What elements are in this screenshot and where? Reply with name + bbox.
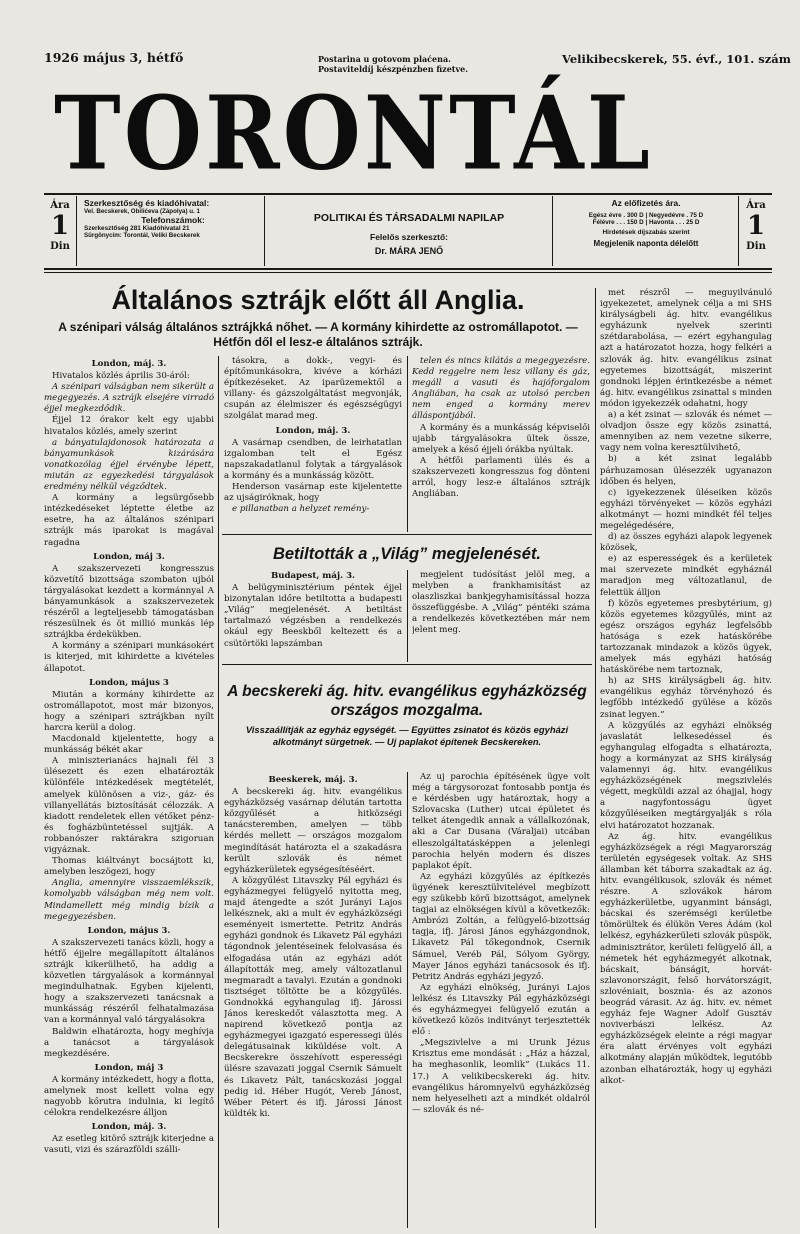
office-label: Szerkesztőség és kiadóhivatal: <box>84 198 210 208</box>
dateline: London, máj 3 <box>94 1062 164 1073</box>
issue-date: 1926 május 3, hétfő <box>44 50 184 65</box>
column-divider <box>407 356 408 532</box>
paragraph: A kormány a szénipari munkásokért is kiterjed, mit kihirdette a kivételes állapotot. <box>44 641 214 674</box>
dateline: London, máj. 3. <box>91 1122 167 1133</box>
paragraph: Éjjel 12 órakor kelt egy ujabbi hivatalos közlés, amely szerint <box>44 415 214 437</box>
column-divider <box>595 288 596 1228</box>
price-amount: 1 <box>50 211 70 241</box>
paragraph: tásokra, a dokk-, vegyi- és építőmunkásokra, kivéve a kórházi építkezéseket. Az iparüzemektől a villany- és gázszolgáltatást megvonják, csupán az élelmiszer és egészségügyi szolgálat marad meg. <box>224 356 402 422</box>
paragraph: Az esetleg kitörő sztrájk kiterjedne a vasuti, vizi és szárazföldi szálli- <box>44 1134 214 1156</box>
paragraph: A közgyűlést Litavszky Pál egyházi és egyházmegyei felügyelő nyitotta meg, majd átengedte a szót Jurányi Lajos lelkésznek, aki a mult év egyházközségi eseményeit ismertette. Petritz András egyházi gondnok és Likavetz Pál egyházi tágondnok jelentéseinek felolvasása és elfogadása után az egyházi adót állapították meg, amely változatlanul megmaradt a tavalyi. Ezután a gondnoki tisztséget töltötte be a közgyűlés. Gondnokká egyhangulag ifj. Járossi János kereskedőt választotta meg. A napirend következő pontja az egyházmegyei igazgató esperessegi ülés delegátusainak kiküldése volt. A Becskerekre összehívott esperességi ülésre szavazati joggal Csernik Sámuelt és Likavetz Pált, tanácskozási joggal pedig id. Héber Hugót, Vereb Jánost, Wéber Pétert és ifj. Járossi Jánost küldték ki. <box>224 875 402 1119</box>
subscription-line1: Egész évre . 300 D | Negyedévre . 75 D <box>588 212 704 219</box>
article3-column1 <box>224 772 402 1228</box>
paragraph: e) az esperességek és a kerületek mai szervezete mindkét egyháznál maradjon meg változatlanul, de felettük álljon <box>600 554 772 598</box>
paragraph: c) igyekezzenek üléseiken közös egyházi törvényeket — közös egyházi alkotmányt — hozni mindkét fél teljes megelégedésére, <box>600 487 772 531</box>
paragraph: met részről — meguyilvánuló igyekezetet, amelynek célja a mi SHS királyságbeli ág. hitv. evangélikus egyházunk nyelvek szerinti szétdarabolása, — ezért egyhangulag azt a határozatot hozza, hogy felkéri a szlovák ág. hitv. evangélikus zsinat egyetemes bizottságát, miszerint gondnoki lépjen érintkezésbe a német ág. hitv. evangélikus zsinattal s minden módon igyekezzék odahatni, hogy <box>600 288 772 409</box>
masthead-divider <box>264 196 265 266</box>
masthead-bottom-rule <box>44 268 772 270</box>
article1-column2 <box>224 356 402 532</box>
price-label: Ára <box>746 200 766 211</box>
dateline: Budapest, máj. 3. <box>270 571 356 581</box>
dateline: Beeskerek, máj. 3. <box>268 775 358 785</box>
paragraph: A belügyminisztérium péntek éjjel bizonytalan időre betiltotta a budapesti „Világ” megjelenését. A betiltást tartalmazó végzésben a rendelkezés okául egy Beeskből keltezett és a csütörtöki lapszámban <box>224 583 402 649</box>
masthead-divider <box>552 196 553 266</box>
article3-subheadline: Visszaállítják az egyház egységét. — Együttes zsinatot és közös egyházi alkotmányt sürgetnek. — Uj paplakot építenek Becskereken. <box>245 724 569 747</box>
paragraph: e pillanatban a helyzet remény- <box>232 504 370 515</box>
article3-headline: A becskereki ág. hitv. evangélikus egyházközség országos mozgalma. <box>227 683 587 719</box>
dateline: London, május 3 <box>89 677 169 688</box>
paragraph: „Megszivlelve a mi Urunk Jézus Krisztus eme mondását : „Ház a házzal, ha meghasonlik, leomlik” (Lukács 11. 17.) A velikibecskereki ág. hitv. evangélikus háromnyelvü egyházközség nem helyeselheti azt a mindkét oldalról — szlovák és né- <box>412 1038 590 1115</box>
masthead-top-rule <box>44 193 772 195</box>
dateline: London, máj. 3. <box>91 359 167 369</box>
subtitle: POLITIKAI ÉS TÁRSADALMI NAPILAP <box>313 212 505 224</box>
section-rule <box>222 534 592 535</box>
paragraph: a) a két zsinat — szlovák és német — olvadjon össze egy közös zsinattá, amennyiben az nem vezetne sikerre, vagy nem volna keresztülvihető, <box>600 410 772 454</box>
paragraph: Henderson vasárnap este kijelentette az ujságiróknak, hogy <box>224 482 402 504</box>
paragraph: A becskereki ág. hitv. evangélikus egyházközség vasárnap délután tartotta közgyűlését a hitközségi tanácsteremben, amelyen — több kérdés mellett — országos mozgalom megindítását határozta el a szakadásra került szlovák és német egyházkerületek egységesítéséért. <box>224 787 402 875</box>
paragraph: Thomas kiáltványt bocsájtott ki, amelyben leszögezi, hogy <box>44 856 214 878</box>
paragraph: megjelent tudósítást jelöl meg, a melyben a frankhamisítást az olaszliszkai bankjegyhamisítással hozza összefüggésbe. A „Világ” péntéki száma a rendelkezés következtében már nem jelent meg. <box>412 570 590 636</box>
dateline: London, máj 3. <box>93 551 165 562</box>
paragraph: A hétfői parlamenti ülés és a szakszervezeti kongresszus fog dönteni arról, hogy lesz-e általános sztrájk Angliában. <box>412 455 590 500</box>
column-divider <box>407 772 408 1228</box>
ads-note: Hirdetések díjszabás szerint <box>602 229 690 236</box>
editorial-office-block <box>84 198 262 239</box>
editor-label: Felelős szerkesztő: <box>370 232 448 242</box>
paragraph: A kormány intézkedett, hogy a flotta, amelynek most kellett volna egy nagyobb kőrutra indulnia, ki legítő célokra rendelkezésre álljon <box>44 1074 214 1119</box>
subscription-block <box>558 198 734 248</box>
phone-label: Telefonszámok: <box>141 215 205 225</box>
subscription-line2: Félévre . . . 150 D | Havonta . . . 25 D <box>592 219 700 226</box>
appears-note: Megjelenik naponta délelőtt <box>593 239 699 248</box>
phone-numbers: Szerkesztőség 281 Kiadóhivatal 21 <box>84 225 190 232</box>
price-unit: Din <box>746 241 766 252</box>
paragraph: Hivatalos közlés április 30-áról: <box>52 371 190 382</box>
paragraph: A kormány és a munkásság képviselői ujabb tárgyalásokra ültek össze, amelyek a késő éjjeli órákba nyúltak. <box>412 422 590 455</box>
paragraph: telen és nincs kilátás a megegyezésre. Kedd reggelre nem lesz villany és gáz, megáll a vasuti és hajóforgalom Angliában, ha csak az utolsó percben nem enged a kormány merev álláspontjából. <box>412 356 590 422</box>
paragraph: A közgyűlés az egyházi elnökség javaslatát lelkesedéssel és egyhangulag elfogadta s elhatározta, hogy a kormányzat az SHS királyság valamennyi ág. hitv. evangélikus egyházközségének megszivlelés végett, megküldi azzal az óhajjal, hogy a nagyfontosságu ügyet közgyűléseiken megtárgyalják s róla elvi határozatot hozzanak. <box>600 720 772 831</box>
paragraph: a bányatulajdonosok határozata a bányamunkások kizárására vonatkozólag éjjel érvénybe lépett, miután az egyezkedési tárgyalások eredmény nélkül végződtek. <box>44 437 214 493</box>
paragraph: A szakszervezeti kongresszus közvetítő bizottsága szombaton ujból tárgyalásokat kezdett a kormánnyal A bányamunkások a szakszervezetek részéről a legteljesebb támogatásban részesülnek és öt millió munkás lép sztrájkba érdekükben. <box>44 563 214 641</box>
article3-continuation-column <box>600 288 772 1228</box>
article2-column1 <box>224 568 402 662</box>
column-divider <box>407 570 408 662</box>
article1-subheadline: A szénipari válság általános sztrájkká nőhet. — A kormány kihirdette az ostromállapotot. — Hétfőn dől el lesz-e általános sztrájk. <box>58 320 578 349</box>
section-rule <box>222 664 592 665</box>
paragraph: Az egyházi elnökség, Jurányi Lajos lelkész és Litavszky Pál egyházközségi és egyházmegyei felügyelő ezután a következő közös inditványt terjesztették elő : <box>412 982 590 1038</box>
dateline: London, máj. 3. <box>275 425 351 436</box>
paragraph: A kormány a legsürgősebb intézkedéseket léptette életbe az esetre, ha az általános szénipari sztrájk más iparokat is magával ragadna <box>44 493 214 548</box>
office-address: Vel. Becskerek, Obilićeva (Zápolya) u. 1 <box>84 208 200 215</box>
article1-column3 <box>412 356 590 532</box>
article2-column2 <box>412 570 590 662</box>
price-label: Ára <box>50 200 70 211</box>
price-box-left <box>44 196 77 266</box>
article2-headline: Betiltották a „Világ” megjelenését. <box>272 545 542 563</box>
postal-notice-line2: Postaviteldíj készpénzben fizetve. <box>318 64 469 74</box>
paragraph: d) az összes egyházi alapok legyenek közösek, <box>600 532 772 554</box>
column-divider <box>218 356 219 1228</box>
price-unit: Din <box>50 241 70 252</box>
article1-column1 <box>44 356 214 1228</box>
price-amount: 1 <box>746 211 766 241</box>
paragraph: b) a két zsinat legalább párhuzamosan ülésezzék ugyanazon időben és helyen, <box>600 454 772 487</box>
paragraph: Macdonald kijelentette, hogy a munkásság békét akar <box>44 734 214 756</box>
paragraph: A vasárnap csendben, de leirhatatlan izgalomban telt el Egész napszakadatlanul folytak a tárgyalások a kormány és a munkásság között. <box>224 437 402 481</box>
paragraph: Az egyházi közgyűlés az építkezés ügyének keresztülvitelével megbízott egy szükebb körű bizottságot, amelynek tagjai az elnökségen kívül a következők: Ambrózi Zoltán, a felügyelő-bizottság tagja, ifj. Járosi János egyházgondnok, Likavetz Pál tőkegondnok, Csernik Sámuel, Veréb Pál, Sólyom György, Mayer János egyházi tanácsosok és ifj. Petritz András egyházi jegyző. <box>412 871 590 982</box>
paragraph: h) az SHS királyságbeli ág. hitv. evangélikus egyház törvényhozó és legfőbb intézkedő gyülése a közös zsinat legyen.” <box>600 676 772 720</box>
postal-notice-line1: Postarina u gotovom plaćena. <box>318 54 451 64</box>
paragraph: A szénipari válságban nem sikerült a megegyezés. A sztrájk elsejére virradó éjjel megkezdődik. <box>44 382 214 415</box>
paragraph: Miután a kormány kihirdette az ostromállapotot, most már bizonyos, hogy a szénipari sztrájkban nyílt harcra kerül a dolog. <box>44 689 214 733</box>
paragraph: Az uj parochia építésének ügye volt még a tárgysorozat fontosabb pontja és e kérdésben ugy határoztak, hogy a Szlovacska (Luther) utcai épületet és telket átengedik annak a vállalkozónak, aki a Car Dusana (Váraljai) utcában elleszolgáltatásképpen a jelenlegi parochia helyén modern és diszes paplakot épít. <box>412 772 590 871</box>
editor-name: Dr. MÁRA JENŐ <box>374 246 444 256</box>
article1-headline: Általános sztrájk előtt áll Anglia. <box>111 285 525 315</box>
paragraph: f) közös egyetemes presbytérium, g) közös egyetemes közgyűlés, mint az egész országos egyház legfelsőbb hatósága s ezek hatáskörébe tartozzanak mindazok a közös ügyek, amelyek más egyházi hatóság hatáskörébe nem tartoznak, <box>600 598 772 676</box>
paragraph: Baldwin elhatározta, hogy meghívja a tanácsot a tárgyalások megkezdésére. <box>44 1026 214 1059</box>
paragraph: A miniszterianács hajnali fél 3 ülésezett és ezen elhatározták különféle intézkedések megtételét, amelyek különösen a viz-, gáz- és villanyellátás biztosítását célozzák. A kiadott rendeletek ellen vétőket pénz- és fogházbüntetéssel sujtják. A robbanószer raktárakra szigoruan vigyáznak. <box>44 756 214 856</box>
paragraph: A szakszervezeti tanács közli, hogy a hétfő éjjelre megállapított általános sztrájk kikerülhető, ha addig a közvetlen tárgyalások a kormánnyal megindulhatnak. Egyben kijelenti, hogy a szakszervezeti tanácsnak a munkásság részéről felhatalmazása van a kormánnyal való tárgyalásokra <box>44 937 214 1026</box>
newspaper-title: TORONTÁL <box>54 75 654 193</box>
paragraph: Anglia, amennyire visszaemlékszik, komolyabb válságban még nem volt. Mindamellett még mindig bízik a megegyezésben. <box>44 878 214 922</box>
subscription-label: Az előfizetés ára. <box>611 198 681 208</box>
article3-column2 <box>412 772 590 1228</box>
telegram-address: Sürgönycím: Torontál, Veliki Becskerek <box>84 232 200 239</box>
paragraph: Az ág. hitv. evangélikus egyházközségek a régi Magyarország területén egységesek voltak. Az SHS államban két táborra szakadtak az ág. hitv. evangélikusok, szlovák és német részre. A szlovákok három egyházkerületbe, ugyanmint bánsági, bácskai és szerémségi kerületbe tömörültek és élükön Veres Ádám (kol lelkész, egyházkerületi szlovák püspök, adminisztrátor, kerületi felügyelő áll, a németek hét egyházmegyét alkotnak, bácskait, bánságit, horvát-szlavonországit, felső horvátországit, szlovéniait, bosznia- és az azonos beográd várasit. Az ág. hitv. ev. német egyház feje Wagner Adolf Gusztáv noviverbászi lelkész. Az egyházközségek eleinte a régi magyar éra alatt érvényes volt egyházi alkotmány alapján működtek, legutóbb azonban elhatározták, hogy uj egyházi alkot- <box>600 831 772 1086</box>
dateline: London, május 3. <box>87 925 171 936</box>
price-box-right <box>738 196 773 266</box>
masthead-bottom-rule-thin <box>44 272 772 273</box>
location-volume-number: Velikibecskerek, 55. évf., 101. szám <box>562 52 791 66</box>
